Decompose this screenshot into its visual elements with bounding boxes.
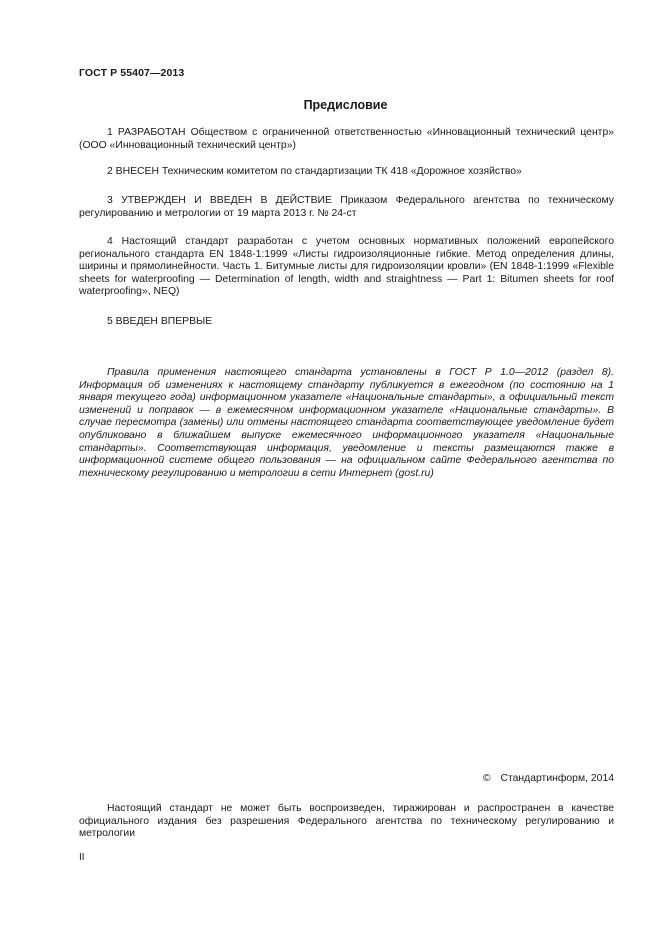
paragraph-based-on: 4 Настоящий стандарт разработан с учетом основных нормативных положений европейского регионального стандарта EN 1848-1:1999 «Листы гидроизоляционные гибкие. Метод определения длины, ширины и прямолинейности. Часть 1. Битумные листы для гидроизоляции кровли» (EN 1848-1:1999 «Flexible sheets for waterproofing — Determination of length, width and straightness — Part 1: Bitumen sheets for roof waterproofing», NEQ) <box>79 236 614 298</box>
copyright-line <box>483 773 614 784</box>
copyright-text: Стандартинформ, 2014 <box>500 773 614 784</box>
application-notice: Правила применения настоящего стандарта установлены в ГОСТ Р 1.0—2012 (раздел 8). Информация об изменениях к настоящему стандарту публикуется в ежегодном (по состоянию на 1 января текущего года) информационном указателе «Национальные стандарты», а официальный текст изменений и поправок — в ежемесячном информационном указателе «Национальные стандарты». В случае пересмотра (замены) или отмены настоящего стандарта соответствующее уведомление будет опубликовано в ближайшем выпуске ежемесячного информационного указателя «Национальные стандарты». Соответствующая информация, уведомление и тексты размещаются также в информационной системе общего пользования — на официальном сайте Федерального агентства по техническому регулированию и метрологии в сети Интернет (gost.ru) <box>79 367 614 479</box>
page-number: II <box>79 852 85 863</box>
copyright-icon: © <box>482 773 491 784</box>
paragraph-developed-by: 1 РАЗРАБОТАН Обществом с ограниченной ответственностью «Инновационный технический центр» (ООО «Инновационный технический центр») <box>79 127 614 151</box>
paragraph-approved: 3 УТВЕРЖДЕН И ВВЕДЕН В ДЕЙСТВИЕ Приказом Федерального агентства по техническому регулированию и метрологии от 19 марта 2013 г. № 24-ст <box>79 195 614 219</box>
reproduction-notice: Настоящий стандарт не может быть воспроизведен, тиражирован и распространен в качестве официального издания без разрешения Федерального агентства по техническому регулированию и метрологии <box>79 803 614 840</box>
paragraph-introduced-first: 5 ВВЕДЕН ВПЕРВЫЕ <box>107 316 213 327</box>
page-title: Предисловие <box>303 98 388 112</box>
paragraph-introduced-by: 2 ВНЕСЕН Техническим комитетом по стандартизации ТК 418 «Дорожное хозяйство» <box>107 166 522 177</box>
standard-code: ГОСТ Р 55407—2013 <box>79 67 185 79</box>
